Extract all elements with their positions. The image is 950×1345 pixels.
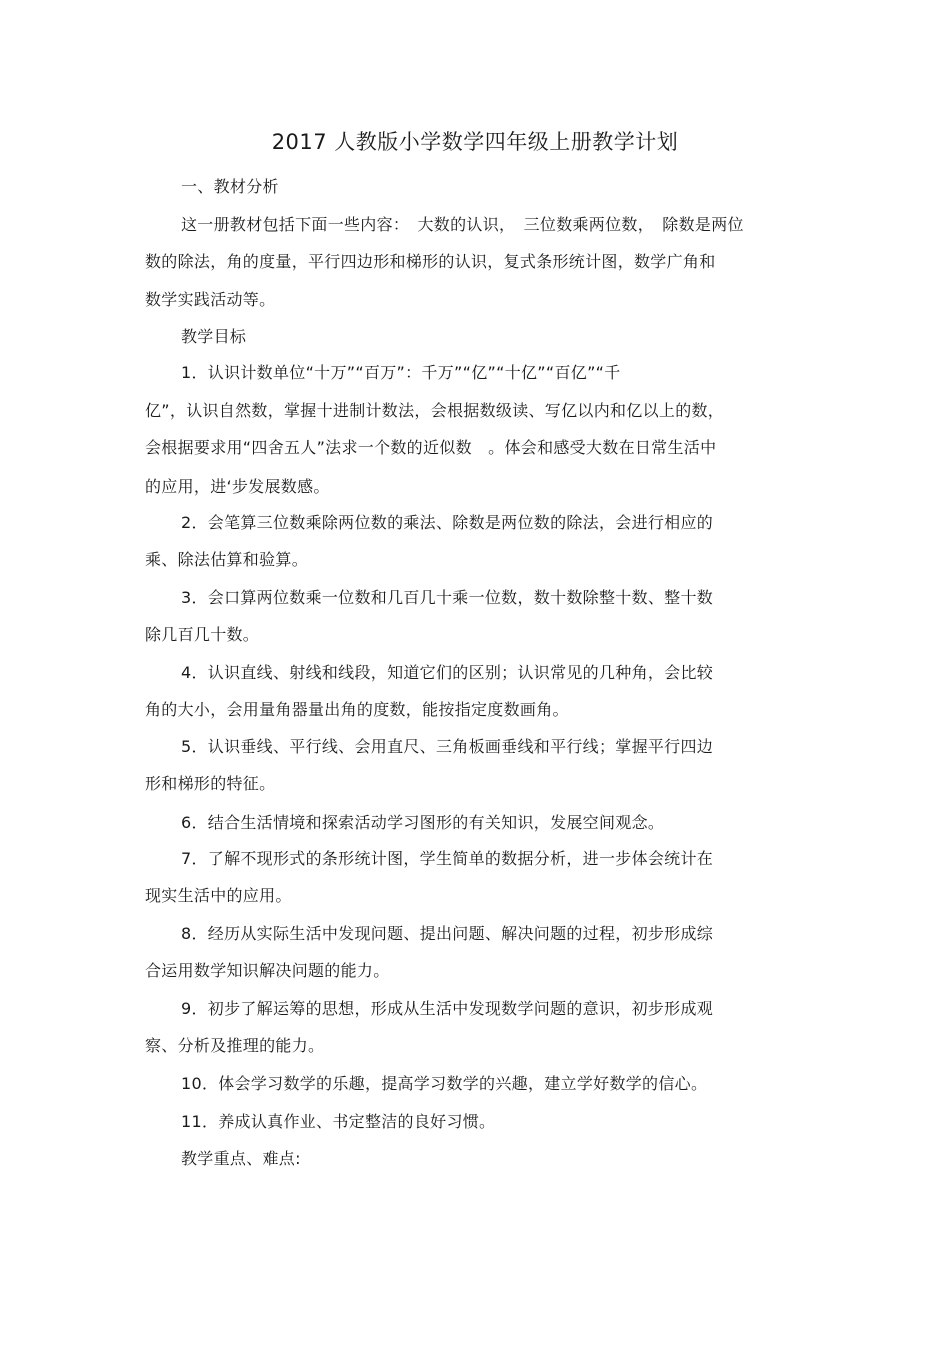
goal-line: 察、分析及推理的能力。 bbox=[145, 1036, 325, 1055]
goal-line: 2．会笔算三位数乘除两位数的乘法、除数是两位数的除法，会进行相应的 bbox=[181, 513, 714, 532]
section-heading-textbook-analysis: 一、教材分析 bbox=[181, 177, 279, 196]
goal-line: 7．了解不现形式的条形统计图，学生简单的数据分析，进一步体会统计在 bbox=[181, 849, 714, 868]
section-heading-teaching-goals: 教学目标 bbox=[181, 327, 247, 346]
paragraph-line: 数的除法，角的度量，平行四边形和梯形的认识，复式条形统计图，数学广角和 bbox=[145, 252, 716, 271]
paragraph-line: 这一册教材包括下面一些内容： 大数的认识， 三位数乘两位数， 除数是两位 bbox=[181, 215, 744, 234]
goal-line: 合运用数学知识解决问题的能力。 bbox=[145, 961, 390, 980]
goal-line: 现实生活中的应用。 bbox=[145, 886, 292, 905]
goal-line: 8．经历从实际生活中发现问题、提出问题、解决问题的过程，初步形成综 bbox=[181, 924, 714, 943]
goal-line: 9．初步了解运筹的思想，形成从生活中发现数学问题的意识，初步形成观 bbox=[181, 999, 714, 1018]
goal-line: 形和梯形的特征。 bbox=[145, 774, 276, 793]
goal-line: 会根据要求用“四舍五人”法求一个数的近似数 。体会和感受大数在日常生活中 bbox=[145, 438, 717, 457]
goal-line: 的应用，进‘步发展数感。 bbox=[145, 477, 330, 496]
goal-line: 角的大小，会用量角器量出角的度数，能按指定度数画角。 bbox=[145, 700, 569, 719]
goal-line: 6．结合生活情境和探索活动学习图形的有关知识，发展空间观念。 bbox=[181, 813, 665, 832]
goal-line: 乘、除法估算和验算。 bbox=[145, 550, 309, 569]
section-heading-key-points: 教学重点、难点: bbox=[181, 1149, 301, 1168]
goal-line: 亿”，认识自然数，掌握十进制计数法，会根据数级读、写亿以内和亿以上的数， bbox=[145, 401, 725, 420]
paragraph-line: 数学实践活动等。 bbox=[145, 290, 276, 309]
goal-line: 除几百几十数。 bbox=[145, 625, 260, 644]
goal-line: 1．认识计数单位“十万”“百万”：千万”“亿”“十亿”“百亿”“千 bbox=[181, 363, 621, 382]
goal-line: 4．认识直线、射线和线段，知道它们的区别；认识常见的几种角，会比较 bbox=[181, 663, 714, 682]
document-title: 2017 人教版小学数学四年级上册教学计划 bbox=[271, 130, 679, 154]
goal-line: 3．会口算两位数乘一位数和几百几十乘一位数，数十数除整十数、整十数 bbox=[181, 588, 714, 607]
goal-line: 10．体会学习数学的乐趣，提高学习数学的兴趣，建立学好数学的信心。 bbox=[181, 1074, 708, 1093]
goal-line: 11．养成认真作业、书定整洁的良好习惯。 bbox=[181, 1112, 496, 1131]
goal-line: 5．认识垂线、平行线、会用直尺、三角板画垂线和平行线；掌握平行四边 bbox=[181, 737, 714, 756]
